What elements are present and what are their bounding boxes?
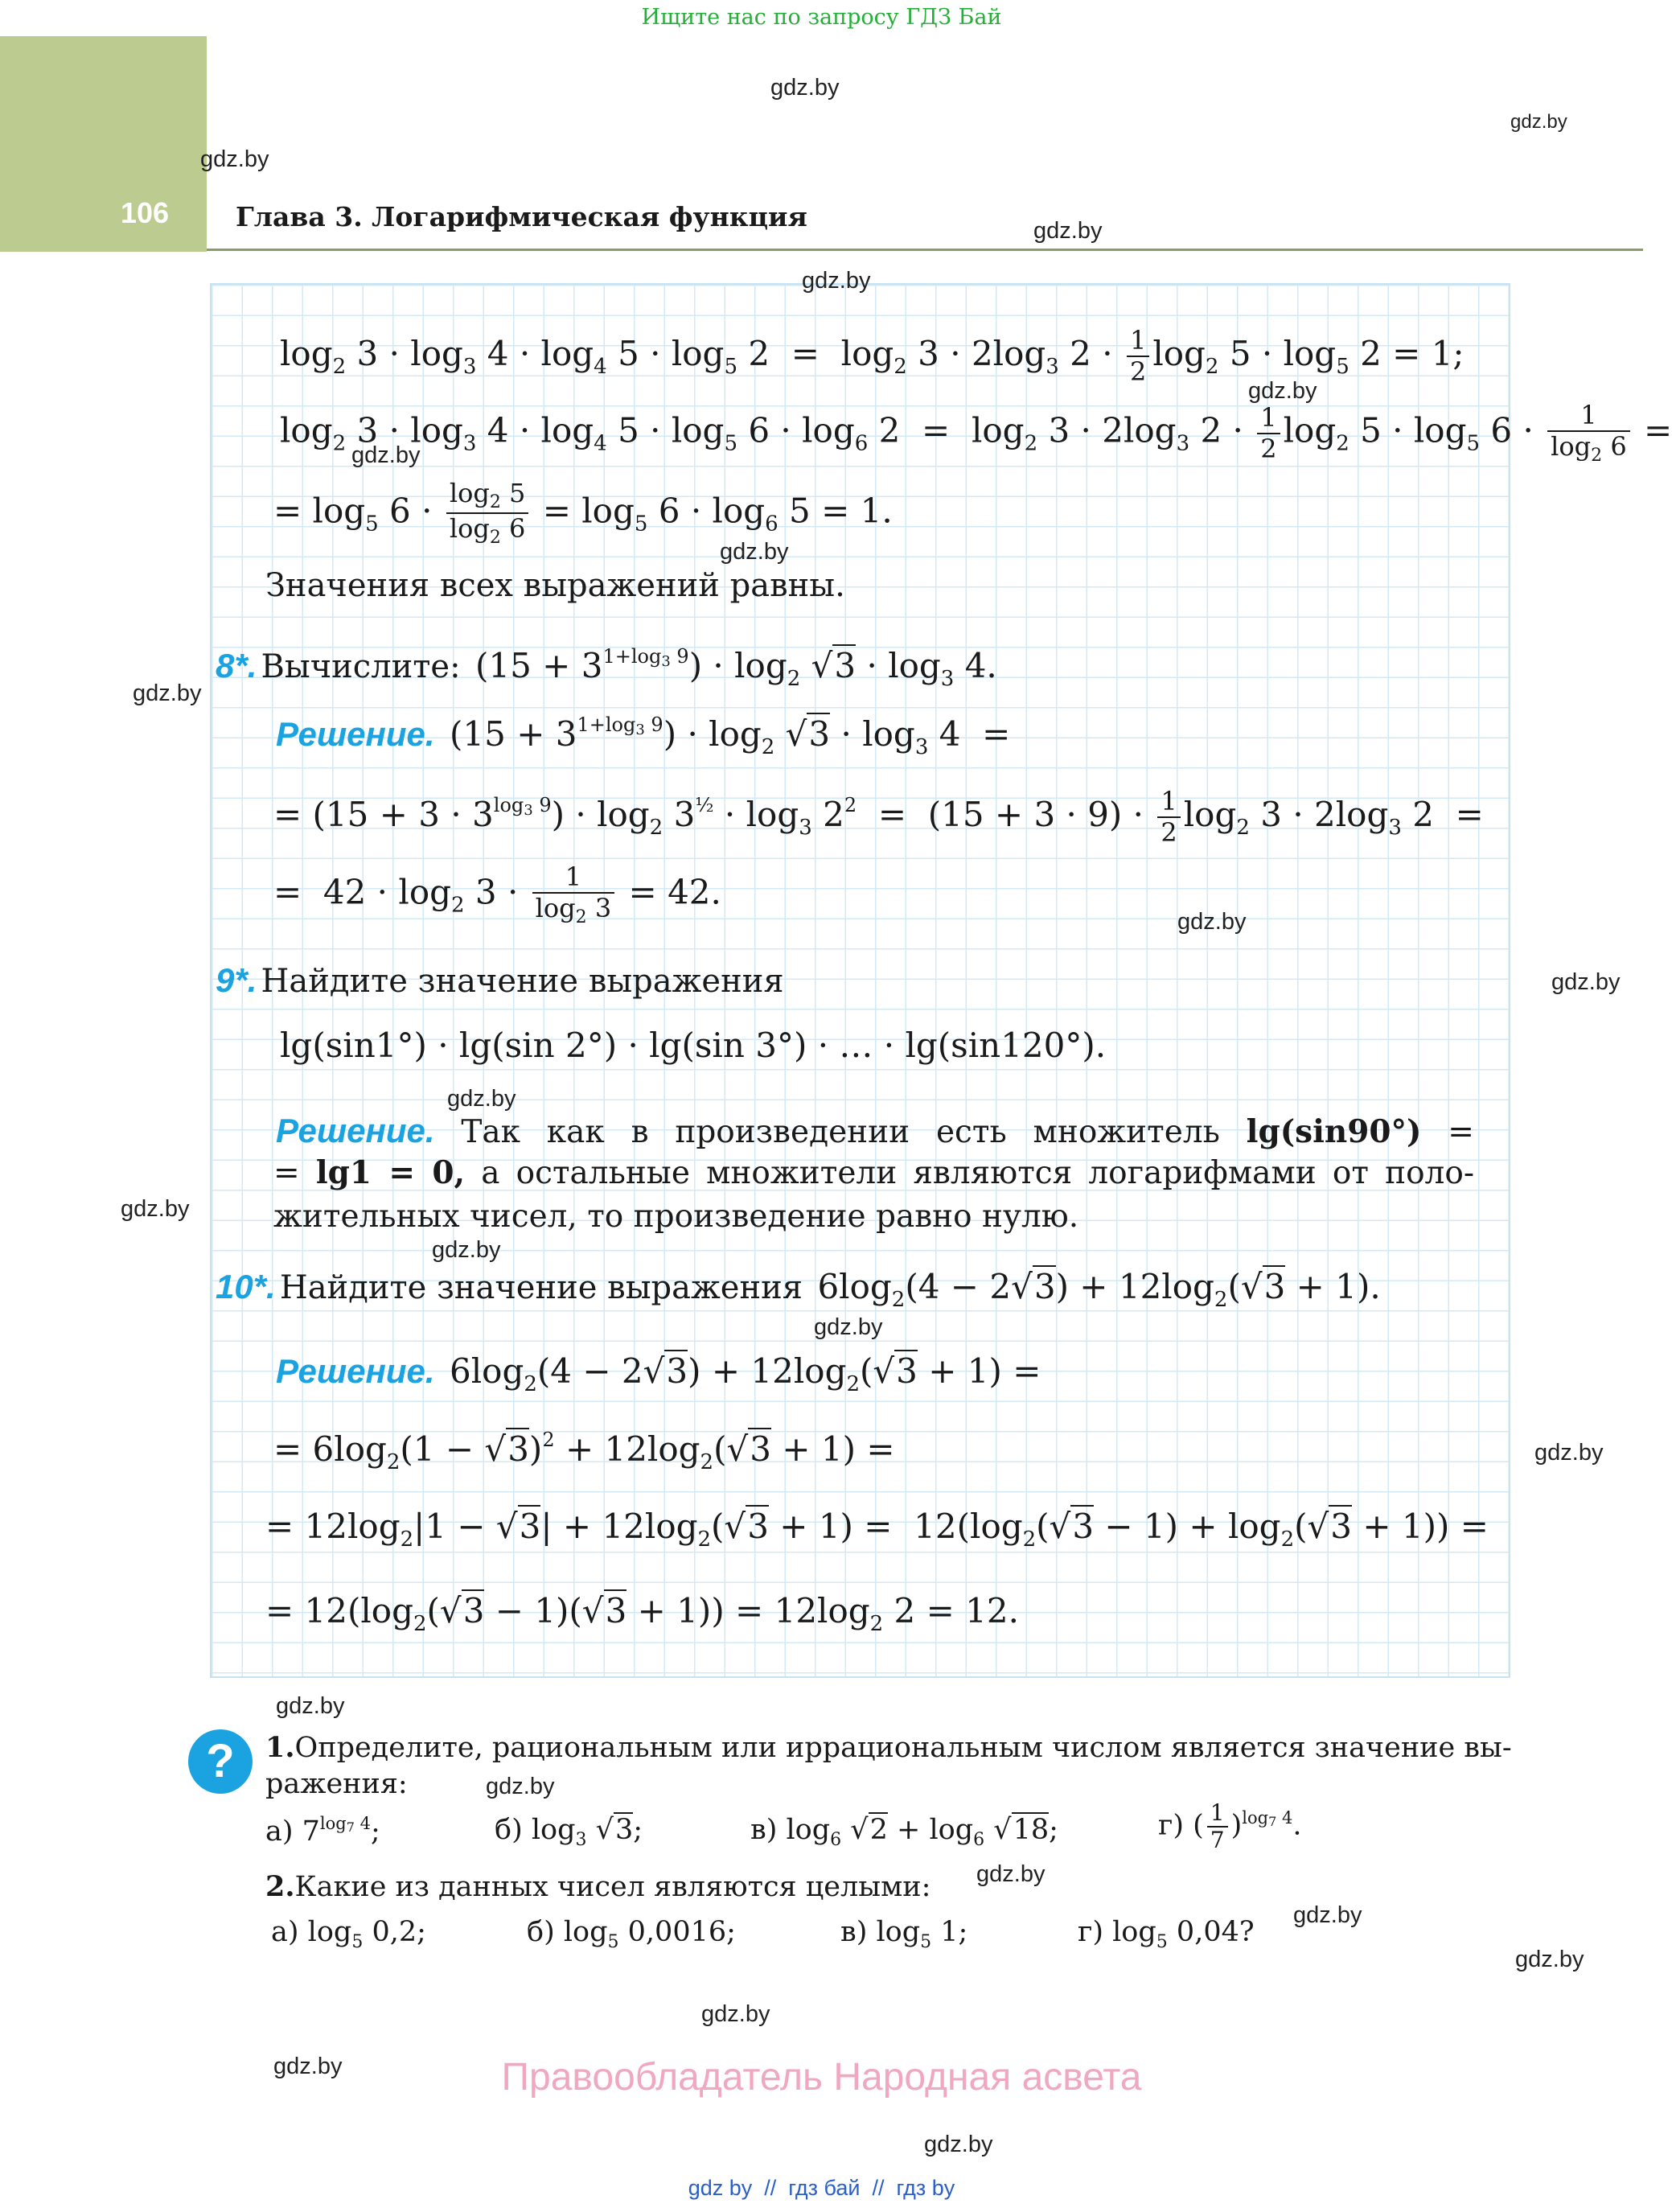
task-number: 8*. — [216, 647, 257, 685]
question-1-option-d: г) ( $\frac{1}{7}$ )$^{log_7 4}$. — [1158, 1799, 1302, 1854]
task-expression: $(15 + 3^{1+log_3 9}) \cdot \log_2 √3 \cdot \log_3 4$. — [464, 645, 997, 691]
chapter-tab-block — [0, 36, 207, 252]
question-number: 1. — [265, 1731, 295, 1764]
watermark: gdz.by — [1177, 909, 1247, 935]
task-10-solution-line-4: = $12(\log_2(√3 - 1)(√3 + 1)) = 12\log_2$ 2 = 12. — [265, 1591, 1019, 1636]
question-icon: ? — [188, 1729, 253, 1794]
question-number: 2. — [265, 1870, 295, 1903]
watermark: gdz.by — [1293, 1902, 1362, 1928]
task-10 — [216, 1267, 1381, 1312]
header-divider — [207, 249, 1643, 251]
question-2-option-a: а) $\log_5 0,2$; — [271, 1916, 426, 1952]
question-2-text: Какие из данных чисел являются целыми: — [294, 1871, 931, 1903]
watermark: gdz.by — [802, 268, 871, 294]
chapter-title: Глава 3. Логарифмическая функция — [236, 201, 807, 232]
question-2-option-b: б) $\log_5 0,0016$; — [527, 1916, 736, 1952]
task-number: 9*. — [216, 961, 257, 999]
solution-label: Решение. — [276, 1112, 435, 1149]
question-1-option-b: б) $\log_3 √3$; — [495, 1814, 643, 1850]
question-2 — [265, 1870, 930, 1903]
watermark: gdz.by — [1534, 1440, 1604, 1466]
question-1-line-2: ражения: — [265, 1768, 408, 1800]
task-number: 10*. — [216, 1268, 276, 1305]
watermark: gdz.by — [976, 1861, 1046, 1887]
task-10-solution-line-1: Решение. $6\log_2(4 - 2√3) + 12\log_2(√3 + 1)$ = — [276, 1351, 1041, 1396]
question-1-line-1 — [265, 1731, 1512, 1764]
watermark: gdz.by — [447, 1086, 516, 1112]
task-8-solution-line-1: Решение. $(15 + 3^{1+log_3 9}) \cdot \log_2 √3 \cdot \log_3 4$ = — [276, 713, 1011, 759]
watermark: gdz.by — [200, 146, 269, 172]
task-8 — [216, 645, 997, 691]
task-expression: $6\log_2(4 - 2√3) + 12\log_2(√3 + 1)$. — [807, 1267, 1381, 1312]
math-line-continuation-3: = $\log_5 6$ · $\frac{\log_2 5}{\log_2 6}$ = $\log_5 6 \cdot \log_6 5 = 1$. — [273, 478, 893, 549]
watermark: gdz.by — [121, 1196, 190, 1222]
task-statement: Найдите значение выражения — [261, 963, 784, 1000]
watermark: gdz.by — [351, 442, 421, 468]
task-9-expression: lg(sin1°) · lg(sin 2°) · lg(sin 3°) · … · lg(sin120°). — [280, 1026, 1107, 1065]
question-1-text: Определите, рациональным или иррациональным числом является значение вы- — [294, 1732, 1512, 1764]
watermark: gdz.by — [276, 1693, 345, 1719]
question-1-option-a: а) $7^{log_7 4}$; — [265, 1814, 380, 1848]
question-2-option-d: г) $\log_5 0,04$? — [1078, 1916, 1255, 1952]
watermark: gdz.by — [701, 2001, 770, 2027]
task-8-solution-line-2: = $(15 + 3 \cdot 3^{log_3 9}) \cdot \log_2 3^{\frac{1}{2}} \cdot \log_3 2^2 = (15 + 3 \cdot 9)$ · $\frac{1}{2}$ $\log_2 3 \cdot 2\log_3$ 2 = — [273, 786, 1484, 848]
math-line-continuation-2: $\log_2 3 \cdot \log_3 4 \cdot \log_4 5 \cdot \log_5 6 \cdot \log_6 2 = \log_2 3 \cdot 2\log_3$ 2 · $\frac{1}{2}$ $\log_2 5 \cdot \log_5 6$ · $\frac{1}{\log_2 6}$ = — [280, 400, 1672, 466]
math-line-continuation-1: $\log_2 3 \cdot \log_3 4 \cdot \log_4 5 \cdot \log_5 2 = \log_2 3 \cdot 2\log_3$ 2 · $\frac{1}{2}$ $\log_2 5 \cdot \log_5 2 = 1$; — [280, 325, 1465, 387]
task-9-solution-line-2: = lg1 = 0, а остальные множители являются логарифмами от поло- — [273, 1154, 1474, 1191]
watermark: gdz.by — [432, 1237, 501, 1263]
top-banner-link[interactable]: Ищите нас по запросу ГДЗ Бай — [641, 5, 1002, 30]
task-10-solution-line-2: = $6\log_2(1 - √3)^2 + 12\log_2(√3 + 1)$ = — [273, 1429, 895, 1474]
watermark: gdz.by — [1551, 969, 1621, 995]
question-1-option-c: в) $\log_6 √2 + \log_6 √18$; — [750, 1814, 1058, 1850]
watermark: gdz.by — [924, 2132, 993, 2157]
watermark: gdz.by — [1248, 378, 1317, 404]
watermark: gdz.by — [1033, 218, 1103, 244]
task-9-solution-line-3: жительных чисел, то произведение равно нулю. — [273, 1199, 1079, 1235]
task-9-solution-line-1: Решение. Так как в произведении есть множитель lg(sin90°) = — [276, 1112, 1474, 1150]
conclusion-text: Значения всех выражений равны. — [265, 567, 845, 604]
watermark: gdz.by — [273, 2054, 343, 2079]
copyright-notice: Правообладатель Народная асвета — [501, 2056, 1142, 2099]
watermark: gdz.by — [720, 539, 789, 565]
watermark: gdz.by — [1515, 1947, 1584, 1972]
page-number: 106 — [121, 196, 170, 229]
watermark: gdz.by — [1510, 111, 1567, 133]
watermark: gdz.by — [770, 75, 840, 101]
task-9 — [216, 961, 784, 1000]
watermark: gdz.by — [133, 680, 202, 706]
watermark: gdz.by — [486, 1774, 555, 1799]
question-2-option-c: в) $\log_5 1$; — [840, 1916, 968, 1952]
task-10-solution-line-3: = $12\log_2|1 - √3| + 12\log_2(√3 + 1) = 12(\log_2(√3 - 1) + \log_2(√3 + 1))$ = — [265, 1507, 1489, 1552]
solution-label: Решение. — [276, 715, 435, 753]
task-8-solution-line-3: = $42 \cdot \log_2 3$ · $\frac{1}{\log_2 3}$ = 42. — [273, 861, 721, 927]
watermark: gdz.by — [814, 1314, 883, 1340]
solution-label: Решение. — [276, 1352, 435, 1390]
task-statement: Найдите значение выражения — [279, 1269, 803, 1306]
task-statement: Вычислите: — [261, 648, 461, 685]
footer-links[interactable]: gdz by // гдз бай // гдз by — [688, 2176, 955, 2200]
